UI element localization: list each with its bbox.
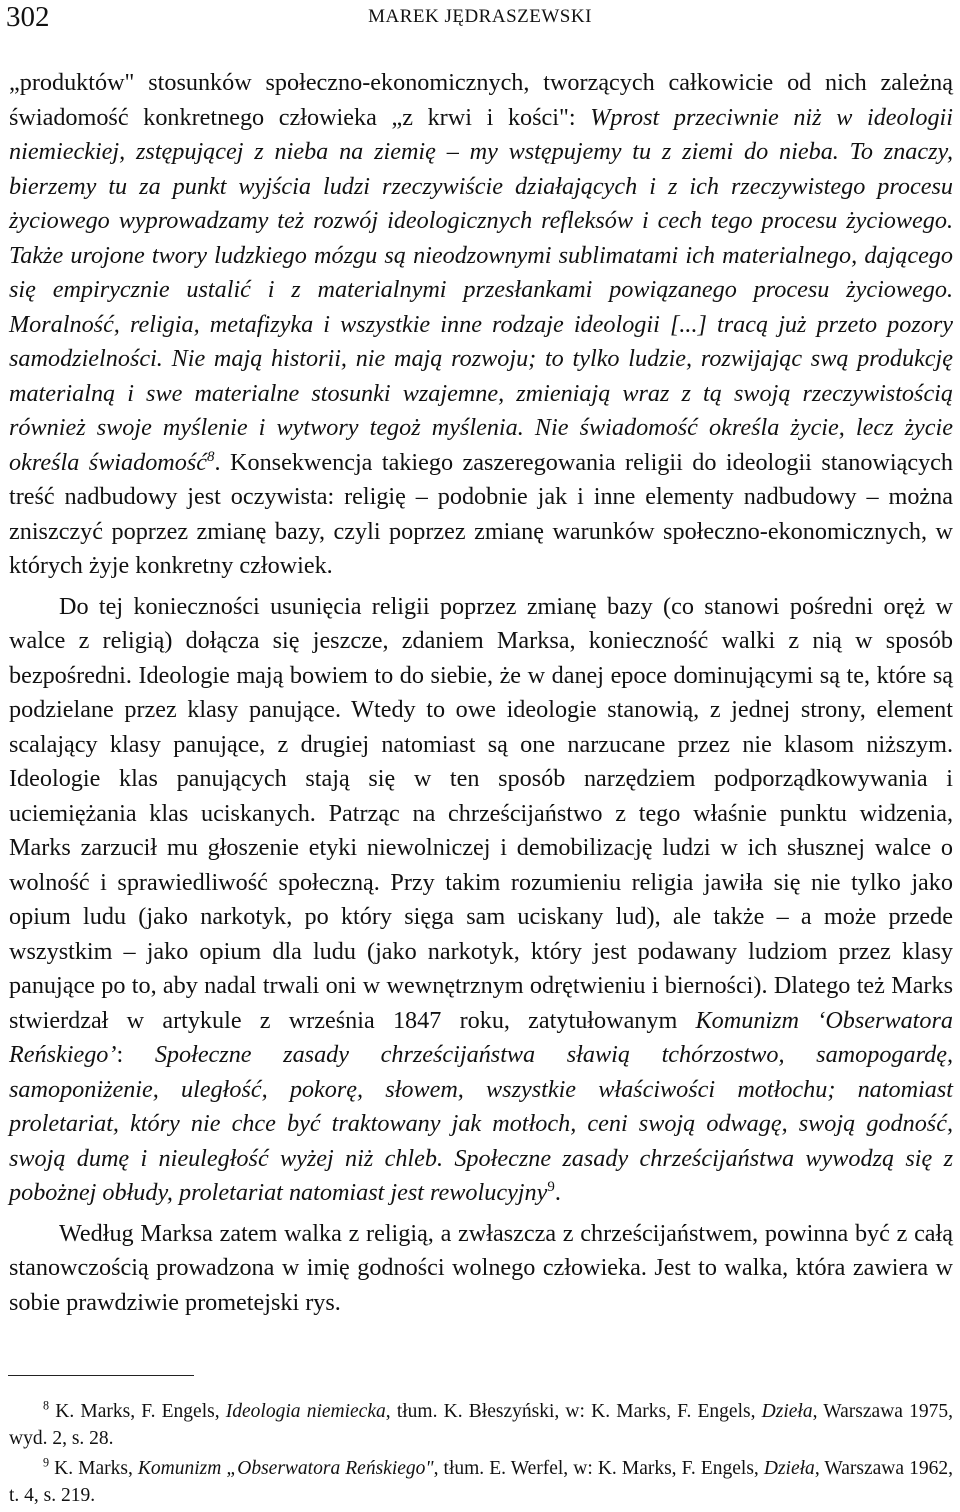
paragraph — [9, 1217, 953, 1321]
italic-text: Komunizm „Obserwatora Reńskiego" — [137, 1458, 434, 1479]
text-run: „produktów" stosunków społeczno-ekonomicznych, tworzących całkowicie od nich zależną świadomość konkretnego człowieka „z krwi i kości": — [9, 69, 953, 131]
footnote-reference: 8 — [207, 448, 215, 465]
paragraph — [9, 66, 953, 584]
main-text — [9, 66, 953, 1320]
text-run: K. Marks, F. Engels, — [49, 1401, 226, 1422]
text-run: : — [116, 1041, 155, 1068]
text-run: Do tej konieczności usunięcia religii poprzez zmianę bazy (co stanowi pośredni oręż w walce z religią) dołącza się jeszcze, zdaniem Marksa, konieczność walki z nią w sposób bezpośredni. Ideologie mają bowiem to do siebie, że w danej epoce dominującymi są te, które są podzielane przez klasy panujące. Wtedy to owe ideologie stanowią, z jednej strony, element scalający klasy panujące, z drugiej natomiast są one narzucane przez nie klasom niższym. Ideologie klas panujących stają się w ten sposób narzędziem podporządkowywania i uciemiężania klas uciskanych. Patrząc na chrześcijaństwo z tego właśnie punktu widzenia, Marks zarzucił mu głoszenie etyki niewolniczej i demobilizację ludzi w ich słusznej walce o wolność i sprawiedliwość społeczną. Przy takim rozumieniu religia jawiła się nie tylko jako opium ludu (jako narkotyk, po który sięga sam uciskany lud), ale także – a może przede wszystkim – jako opium dla ludu (jako narkotyk, który jest podawany ludziom przez klasy panujące po to, aby nadal trwali oni w wewnętrznym odrętwieniu i bierności). Dlatego też Marks stwierdzał w artykule z września 1847 roku, zatytułowanym — [9, 592, 953, 1034]
italic-text: Społeczne zasady chrześcijaństwa sławią tchórzostwo, samopogardę, samoponiżenie, uległość, pokorę, słowem, wszystkie właściwości motłochu; natomiast proletariat, który nie chce być traktowany jak motłoch, ceni swoją odwagę, swoją godność, swoją dumę i nieuległość wyżej niż chleb. Społeczne zasady chrześcijaństwa wywodzą się z pobożnej obłudy, proletariat natomiast jest rewolucyjny — [9, 1041, 953, 1206]
italic-text: Dzieła — [761, 1401, 813, 1422]
footnote — [9, 1455, 953, 1509]
text-run: Według Marksa zatem walka z religią, a zwłaszcza z chrześcijaństwem, powinna być z całą stanowczością prowadzona w imię godności wolnego człowieka. Jest to walka, która zawiera w sobie prawdziwie prometejski rys. — [9, 1219, 953, 1316]
italic-text: Dzieła — [763, 1458, 815, 1479]
text-run: . — [554, 1179, 561, 1206]
footnote — [9, 1398, 953, 1452]
footnote-reference: 9 — [43, 1455, 50, 1470]
footnotes — [9, 1398, 953, 1512]
page-header — [0, 0, 960, 34]
text-run: K. Marks, — [49, 1458, 138, 1479]
italic-text: Wprost przeciwnie niż w ideologii niemieckiej, zstępującej z nieba na ziemię – my wstępujemy tu z ziemi do nieba. To znaczy, bierzemy tu za punkt wyjścia ludzi rzeczywiście działających i z ich rzeczywistego procesu życiowego wyprowadzamy też rozwój ideologicznych refleksów i cech tego procesu życiowego. Także urojone twory ludzkiego mózgu są nieodzownymi sublimatami ich materialnego, dającego się empirycznie ustalić i z materialnymi przesłankami powiązanego procesu życiowego. Moralność, religia, metafizyka i wszystkie inne rodzaje ideologii [...] tracą już przeto pozory samodzielności. Nie mają historii, nie mają rozwoju; to tylko ludzie, rozwijając swą produkcję materialną i swe materialne stosunki wzajemne, zmieniają wraz z tą swoją rzeczywistością również swoje myślenie i wytwory tegoż myślenia. Nie świadomość określa życie, lecz życie określa świadomość — [9, 103, 953, 476]
text-run: , Warszawa 1975, wyd. 2, s. 28. — [9, 1401, 954, 1449]
text-run: , tłum. E. Werfel, w: K. Marks, F. Engels, — [433, 1458, 764, 1479]
text-run: , Warszawa 1962, t. 4, s. 219. — [9, 1458, 953, 1506]
footnote-reference: 9 — [547, 1178, 555, 1195]
italic-text: Ideologia niemiecka — [225, 1401, 386, 1422]
italic-text: Komunizm ‘Obserwatora Reńskiego’ — [9, 1006, 953, 1068]
text-run: . Konsekwencja takiego zaszeregowania religii do ideologii stanowiących treść nadbudowy jest oczywista: religię – podobnie jak i inne elementy nadbudowy – można zniszczyć poprzez zmianę bazy, czyli poprzez zmianę warunków społeczno-ekonomicznych, w których żyje konkretny człowiek. — [9, 448, 953, 579]
footnote-divider — [8, 1375, 194, 1376]
paragraph — [9, 590, 953, 1211]
running-head: MAREK JĘDRASZEWSKI — [368, 6, 592, 27]
text-run: , tłum. K. Błeszyński, w: K. Marks, F. Engels, — [385, 1401, 762, 1422]
page-number: 302 — [6, 1, 50, 33]
footnote-reference: 8 — [43, 1398, 50, 1413]
